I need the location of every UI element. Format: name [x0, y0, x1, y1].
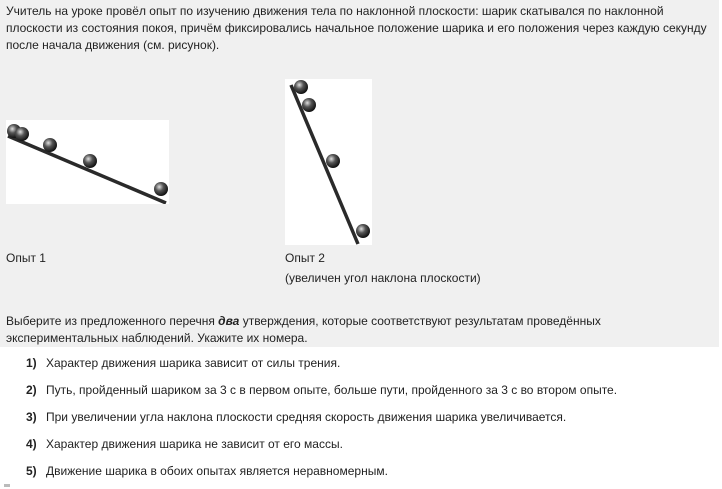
question-after: утверждения, которые соответствуют результатам проведённых экспериментальных наблюдений. Укажите их номера. — [6, 314, 601, 345]
option-text: Характер движения шарика зависит от силы трения. — [46, 356, 341, 370]
ball-1-t3 — [83, 154, 97, 168]
option-number: 5) — [26, 464, 37, 478]
option-text: Характер движения шарика не зависит от его массы. — [46, 437, 343, 451]
option-number: 3) — [26, 410, 37, 424]
inclined-plane-2 — [291, 85, 358, 244]
ball-1-t2 — [43, 138, 57, 152]
question-text — [6, 313, 711, 347]
experiment-1-caption: Опыт 1 — [6, 251, 46, 265]
ball-2-t0 — [294, 80, 308, 94]
option-text: При увеличении угла наклона плоскости средняя скорость движения шарика увеличивается. — [46, 410, 567, 424]
question-before: Выберите из предложенного перечня — [6, 314, 219, 328]
inclined-plane-1 — [8, 136, 166, 203]
experiment-1-figure — [6, 120, 169, 204]
ball-1-t1 — [15, 127, 29, 141]
option-number: 1) — [26, 356, 37, 370]
ball-2-t2 — [326, 154, 340, 168]
option-text: Движение шарика в обоих опытах является неравномерным. — [46, 464, 388, 478]
ball-2-t1 — [302, 98, 316, 112]
intro-text: Учитель на уроке провёл опыт по изучению движения тела по наклонной плоскости: шарик скатывался по наклонной плоскости из состояния покоя, причём фиксировались начальное положение шарика и его положения через каждую секунду после начала движения (см. рисунок). — [6, 4, 707, 52]
experiment-2-diagram — [285, 79, 372, 245]
experiment-2-note: (увеличен угол наклона плоскости) — [285, 271, 481, 285]
experiment-2-figure — [285, 79, 372, 245]
experiment-1-diagram — [6, 120, 169, 204]
ball-2-t3 — [356, 224, 370, 238]
ball-1-t4 — [154, 182, 168, 196]
page-edge-mark — [4, 484, 10, 487]
experiment-2-caption: Опыт 2 — [285, 251, 325, 265]
question-emphasis: два — [218, 314, 240, 328]
option-number: 2) — [26, 383, 37, 397]
option-text: Путь, пройденный шариком за 3 с в первом опыте, больше пути, пройденного за 3 с во втором опыте. — [46, 383, 618, 397]
option-number: 4) — [26, 437, 37, 451]
